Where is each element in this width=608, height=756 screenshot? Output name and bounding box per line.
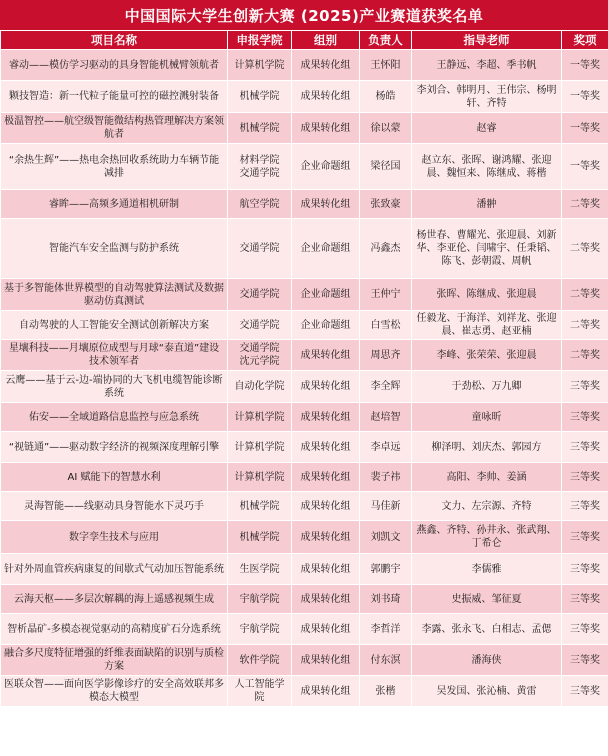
cell-advisors: 燕鑫、齐特、孙井永、张武翔、丁希仑 bbox=[412, 521, 562, 554]
table-row bbox=[1, 492, 608, 521]
cell-leader: 张楷 bbox=[360, 676, 412, 707]
cell-project: AI 赋能下的智慧水利 bbox=[1, 463, 228, 492]
cell-college: 机械学院 bbox=[228, 521, 292, 554]
cell-advisors: 杨世春、曹耀光、张迎晨、刘新华、李亚伦、闫啸宇、任秉韬、陈飞、彭朝霞、周帆 bbox=[412, 219, 562, 279]
cell-award: 三等奖 bbox=[562, 432, 608, 463]
cell-group: 成果转化组 bbox=[292, 371, 360, 403]
cell-project: 针对外周血管疾病康复的间歇式气动加压智能系统 bbox=[1, 554, 228, 585]
table-row bbox=[1, 311, 608, 340]
cell-college: 人工智能学院 bbox=[228, 676, 292, 707]
cell-award: 二等奖 bbox=[562, 340, 608, 371]
cell-project: 智析晶矿-多模态视觉驱动的高精度矿石分选系统 bbox=[1, 614, 228, 645]
cell-group: 成果转化组 bbox=[292, 432, 360, 463]
table-row bbox=[1, 521, 608, 554]
cell-project: 数字孪生技术与应用 bbox=[1, 521, 228, 554]
cell-group: 成果转化组 bbox=[292, 463, 360, 492]
cell-award: 三等奖 bbox=[562, 463, 608, 492]
cell-leader: 李卓远 bbox=[360, 432, 412, 463]
cell-advisors: 赵睿 bbox=[412, 113, 562, 144]
cell-advisors: 王静远、李超、季书帆 bbox=[412, 50, 562, 81]
cell-project: 自动驾驶的人工智能安全测试创新解决方案 bbox=[1, 311, 228, 340]
cell-leader: 梁径国 bbox=[360, 144, 412, 190]
cell-advisors: 任毅龙、于海洋、刘祥龙、张迎晨、崔志勇、赵亚楠 bbox=[412, 311, 562, 340]
cell-project: 星壤科技——月壤原位成型与月球“泰直道”建设技术领军者 bbox=[1, 340, 228, 371]
table-row bbox=[1, 676, 608, 707]
table-row bbox=[1, 190, 608, 219]
cell-group: 成果转化组 bbox=[292, 190, 360, 219]
table-row bbox=[1, 81, 608, 113]
cell-project: 智能汽车安全监测与防护系统 bbox=[1, 219, 228, 279]
cell-college: 交通学院 bbox=[228, 311, 292, 340]
cell-group: 企业命题组 bbox=[292, 219, 360, 279]
cell-award: 二等奖 bbox=[562, 311, 608, 340]
cell-award: 二等奖 bbox=[562, 219, 608, 279]
cell-leader: 李全辉 bbox=[360, 371, 412, 403]
table-row bbox=[1, 279, 608, 311]
header-award: 奖项 bbox=[562, 31, 608, 50]
cell-project: 睿动——模仿学习驱动的具身智能机械臂领航者 bbox=[1, 50, 228, 81]
cell-project: 佑安——全域道路信息监控与应急系统 bbox=[1, 403, 228, 432]
cell-advisors: 李儒雅 bbox=[412, 554, 562, 585]
cell-college: 机械学院 bbox=[228, 492, 292, 521]
cell-advisors: 于劲松、万九卿 bbox=[412, 371, 562, 403]
table-row bbox=[1, 432, 608, 463]
cell-group: 成果转化组 bbox=[292, 403, 360, 432]
cell-group: 成果转化组 bbox=[292, 645, 360, 676]
cell-group: 成果转化组 bbox=[292, 81, 360, 113]
cell-advisors: 童咏昕 bbox=[412, 403, 562, 432]
cell-award: 三等奖 bbox=[562, 614, 608, 645]
table-row bbox=[1, 554, 608, 585]
cell-group: 成果转化组 bbox=[292, 585, 360, 614]
cell-college: 计算机学院 bbox=[228, 50, 292, 81]
header-leader: 负责人 bbox=[360, 31, 412, 50]
cell-award: 三等奖 bbox=[562, 403, 608, 432]
header-project: 项目名称 bbox=[1, 31, 228, 50]
cell-college: 生医学院 bbox=[228, 554, 292, 585]
cell-leader: 张致豪 bbox=[360, 190, 412, 219]
cell-group: 成果转化组 bbox=[292, 50, 360, 81]
cell-college: 宇航学院 bbox=[228, 614, 292, 645]
cell-college: 交通学院 bbox=[228, 219, 292, 279]
cell-project: “余热生辉”——热电余热回收系统助力车辆节能减排 bbox=[1, 144, 228, 190]
table-row bbox=[1, 463, 608, 492]
cell-leader: 王仲宁 bbox=[360, 279, 412, 311]
cell-group: 成果转化组 bbox=[292, 521, 360, 554]
cell-advisors: 柳泽明、刘庆杰、郭园方 bbox=[412, 432, 562, 463]
cell-award: 三等奖 bbox=[562, 645, 608, 676]
cell-group: 成果转化组 bbox=[292, 676, 360, 707]
cell-project: 基于多智能体世界模型的自动驾驶算法测试及数据驱动仿真测试 bbox=[1, 279, 228, 311]
cell-leader: 付东溟 bbox=[360, 645, 412, 676]
cell-award: 一等奖 bbox=[562, 113, 608, 144]
cell-project: 颗技智造：新一代粒子能量可控的磁控溅射装备 bbox=[1, 81, 228, 113]
header-group: 组别 bbox=[292, 31, 360, 50]
table-row bbox=[1, 144, 608, 190]
cell-project: 睿眸——高频多通道相机研制 bbox=[1, 190, 228, 219]
table-row bbox=[1, 113, 608, 144]
cell-project: 灵海智能——线驱动具身智能水下灵巧手 bbox=[1, 492, 228, 521]
cell-group: 成果转化组 bbox=[292, 554, 360, 585]
cell-award: 三等奖 bbox=[562, 585, 608, 614]
cell-leader: 徐以蒙 bbox=[360, 113, 412, 144]
cell-leader: 周思齐 bbox=[360, 340, 412, 371]
cell-leader: 刘书琦 bbox=[360, 585, 412, 614]
cell-project: 极温智控——航空级智能微结构热管理解决方案领航者 bbox=[1, 113, 228, 144]
cell-leader: 王怀阳 bbox=[360, 50, 412, 81]
cell-advisors: 潘海侠 bbox=[412, 645, 562, 676]
cell-college: 计算机学院 bbox=[228, 432, 292, 463]
cell-leader: 马佳新 bbox=[360, 492, 412, 521]
page-title: 中国国际大学生创新大赛 (2025)产业赛道获奖名单 bbox=[0, 0, 608, 30]
cell-leader: 白雪松 bbox=[360, 311, 412, 340]
cell-college: 宇航学院 bbox=[228, 585, 292, 614]
cell-leader: 冯鑫杰 bbox=[360, 219, 412, 279]
cell-award: 三等奖 bbox=[562, 676, 608, 707]
cell-advisors: 文力、左宗源、齐特 bbox=[412, 492, 562, 521]
cell-leader: 郭鹏宇 bbox=[360, 554, 412, 585]
cell-group: 成果转化组 bbox=[292, 614, 360, 645]
cell-advisors: 赵立东、张晖、谢鸿耀、张迎晨、魏恒来、陈继成、蒋楷 bbox=[412, 144, 562, 190]
cell-project: 医联众智——面向医学影像诊疗的安全高效联邦多模态大模型 bbox=[1, 676, 228, 707]
cell-leader: 杨皓 bbox=[360, 81, 412, 113]
cell-leader: 刘凯文 bbox=[360, 521, 412, 554]
cell-award: 三等奖 bbox=[562, 492, 608, 521]
cell-project: 融合多尺度特征增强的纤维表面缺陷的识别与质检方案 bbox=[1, 645, 228, 676]
cell-college: 计算机学院 bbox=[228, 463, 292, 492]
cell-award: 三等奖 bbox=[562, 371, 608, 403]
table-row bbox=[1, 585, 608, 614]
table-row bbox=[1, 645, 608, 676]
cell-award: 二等奖 bbox=[562, 279, 608, 311]
table-header-row bbox=[1, 31, 608, 50]
cell-advisors: 李露、张永飞、白相志、孟偲 bbox=[412, 614, 562, 645]
cell-college: 交通学院 沈元学院 bbox=[228, 340, 292, 371]
cell-group: 企业命题组 bbox=[292, 144, 360, 190]
award-table bbox=[0, 30, 608, 707]
cell-award: 三等奖 bbox=[562, 521, 608, 554]
cell-advisors: 李峰、张荣荣、张迎晨 bbox=[412, 340, 562, 371]
cell-group: 成果转化组 bbox=[292, 492, 360, 521]
cell-leader: 李哲洋 bbox=[360, 614, 412, 645]
cell-college: 计算机学院 bbox=[228, 403, 292, 432]
cell-college: 材料学院 交通学院 bbox=[228, 144, 292, 190]
cell-award: 一等奖 bbox=[562, 81, 608, 113]
cell-college: 航空学院 bbox=[228, 190, 292, 219]
cell-award: 一等奖 bbox=[562, 50, 608, 81]
cell-advisors: 张晖、陈继成、张迎晨 bbox=[412, 279, 562, 311]
cell-advisors: 高阳、李帅、姜涵 bbox=[412, 463, 562, 492]
table-row bbox=[1, 614, 608, 645]
cell-project: “视链通”——驱动数字经济的视频深度理解引擎 bbox=[1, 432, 228, 463]
cell-award: 三等奖 bbox=[562, 554, 608, 585]
cell-group: 企业命题组 bbox=[292, 311, 360, 340]
cell-project: 云鹰——基于云-边-端协同的大飞机电缆智能诊断系统 bbox=[1, 371, 228, 403]
cell-leader: 裴子祎 bbox=[360, 463, 412, 492]
table-row bbox=[1, 371, 608, 403]
cell-leader: 赵培智 bbox=[360, 403, 412, 432]
cell-advisors: 吴发国、张沁楠、黄雷 bbox=[412, 676, 562, 707]
cell-award: 二等奖 bbox=[562, 190, 608, 219]
table-row bbox=[1, 219, 608, 279]
header-college: 申报学院 bbox=[228, 31, 292, 50]
cell-advisors: 李刘合、韩明月、王伟宗、杨明轩、齐特 bbox=[412, 81, 562, 113]
cell-group: 成果转化组 bbox=[292, 340, 360, 371]
cell-college: 软件学院 bbox=[228, 645, 292, 676]
cell-college: 交通学院 bbox=[228, 279, 292, 311]
cell-group: 成果转化组 bbox=[292, 113, 360, 144]
cell-college: 机械学院 bbox=[228, 113, 292, 144]
cell-project: 云海天枢——多层次解耦的海上遥感视频生成 bbox=[1, 585, 228, 614]
cell-college: 机械学院 bbox=[228, 81, 292, 113]
cell-group: 企业命题组 bbox=[292, 279, 360, 311]
table-row bbox=[1, 50, 608, 81]
table-row bbox=[1, 403, 608, 432]
cell-college: 自动化学院 bbox=[228, 371, 292, 403]
cell-award: 一等奖 bbox=[562, 144, 608, 190]
cell-advisors: 史振威、邹征夏 bbox=[412, 585, 562, 614]
header-advisors: 指导老师 bbox=[412, 31, 562, 50]
cell-advisors: 潘翀 bbox=[412, 190, 562, 219]
table-row bbox=[1, 340, 608, 371]
